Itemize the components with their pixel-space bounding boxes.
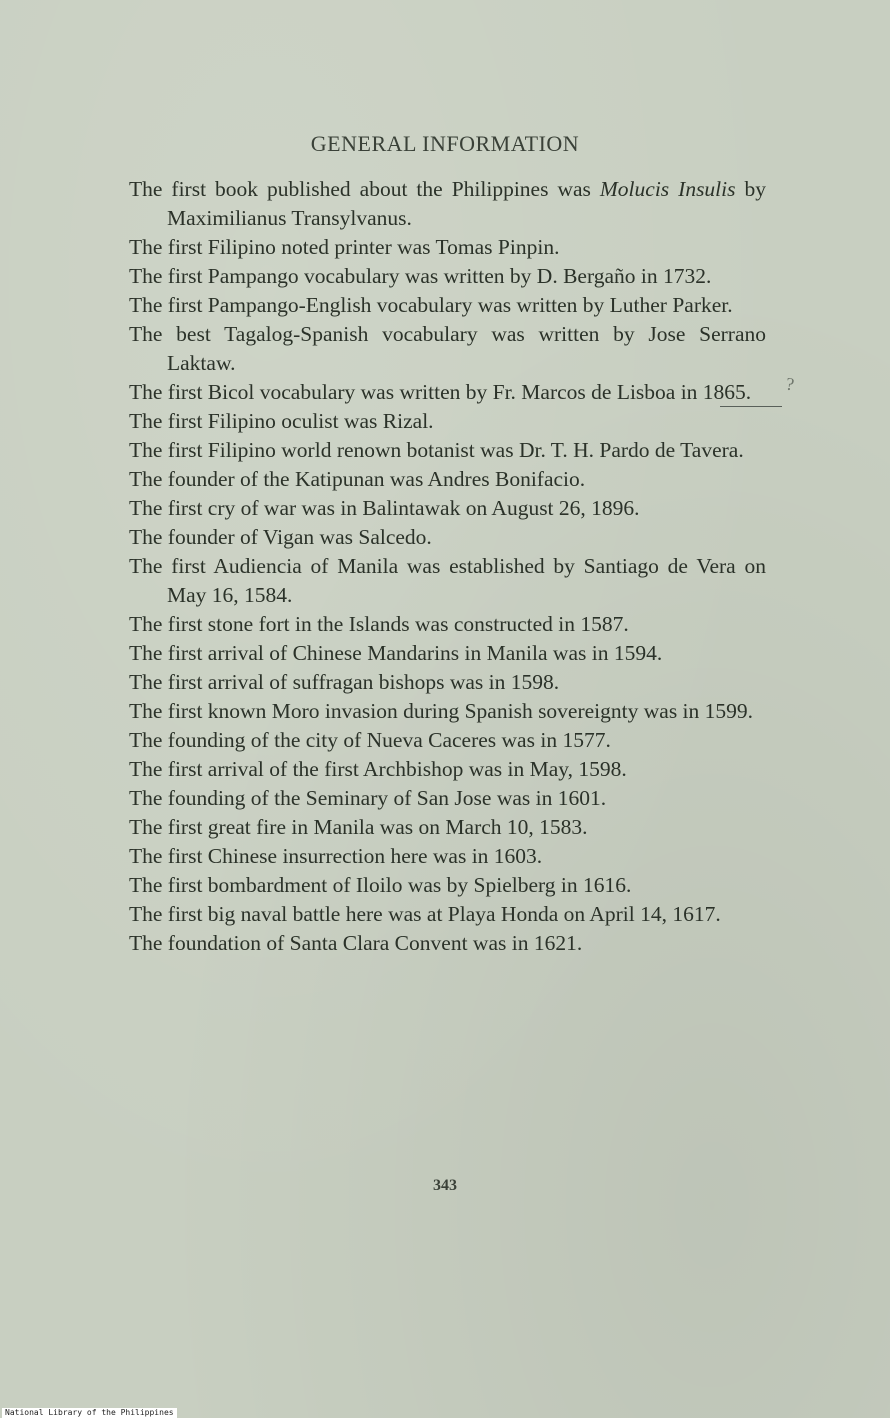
fact-entry bbox=[129, 726, 766, 755]
handwritten-underline bbox=[720, 406, 782, 407]
fact-text: The first Filipino oculist was Rizal. bbox=[129, 409, 434, 433]
fact-entry bbox=[129, 871, 766, 900]
fact-text: The first arrival of the first Archbishop was in May, 1598. bbox=[129, 757, 627, 781]
fact-text: The first Pampango vocabulary was written by D. Bergaño in 1732. bbox=[129, 264, 712, 288]
fact-entry bbox=[129, 929, 766, 958]
fact-book-title: Molucis Insulis bbox=[599, 177, 736, 201]
fact-text: The founder of the Katipunan was Andres Bonifacio. bbox=[129, 467, 586, 491]
fact-text: The first Filipino world renown botanist was Dr. T. H. Pardo de Tavera. bbox=[129, 438, 744, 462]
fact-entry bbox=[129, 436, 766, 465]
fact-text: The first Chinese insurrection here was in 1603. bbox=[129, 844, 543, 868]
fact-text: The foundation of Santa Clara Convent was in 1621. bbox=[129, 931, 583, 955]
fact-entry bbox=[129, 755, 766, 784]
fact-text: The first arrival of Chinese Mandarins in Manila was in 1594. bbox=[129, 641, 663, 665]
fact-entry bbox=[129, 697, 766, 726]
fact-entry bbox=[129, 291, 766, 320]
fact-text: The first Bicol vocabulary was written by Fr. Marcos de Lisboa in 1865. bbox=[129, 380, 752, 404]
fact-entry bbox=[129, 639, 766, 668]
page-heading: GENERAL INFORMATION bbox=[310, 131, 580, 156]
fact-entry bbox=[129, 523, 766, 552]
fact-entry bbox=[129, 813, 766, 842]
fact-text: The first arrival of suffragan bishops was in 1598. bbox=[129, 670, 560, 694]
facts-list bbox=[129, 175, 766, 958]
fact-text: The first cry of war was in Balintawak on August 26, 1896. bbox=[129, 496, 640, 520]
fact-entry bbox=[129, 465, 766, 494]
fact-entry bbox=[129, 494, 766, 523]
fact-entry bbox=[129, 233, 766, 262]
fact-entry bbox=[129, 320, 766, 378]
fact-text: The first book published about the Philippines was bbox=[129, 177, 600, 201]
fact-entry bbox=[129, 668, 766, 697]
fact-text: The best Tagalog-Spanish vocabulary was written by Jose Serrano Laktaw. bbox=[129, 322, 766, 375]
fact-text: The first Filipino noted printer was Tomas Pinpin. bbox=[129, 235, 560, 259]
fact-text: The founding of the Seminary of San Jose was in 1601. bbox=[129, 786, 607, 810]
fact-text: The founder of Vigan was Salcedo. bbox=[129, 525, 432, 549]
page-number: 343 bbox=[433, 1177, 457, 1194]
fact-text: The first big naval battle here was at Playa Honda on April 14, 1617. bbox=[129, 902, 721, 926]
fact-entry bbox=[129, 552, 766, 610]
fact-entry bbox=[129, 407, 766, 436]
fact-entry bbox=[129, 784, 766, 813]
fact-entry bbox=[129, 262, 766, 291]
fact-text: The first great fire in Manila was on March 10, 1583. bbox=[129, 815, 588, 839]
fact-entry bbox=[129, 842, 766, 871]
fact-entry bbox=[129, 900, 766, 929]
fact-entry bbox=[129, 378, 766, 407]
fact-entry bbox=[129, 610, 766, 639]
library-credit: National Library of the Philippines bbox=[2, 1408, 177, 1418]
fact-text: The first stone fort in the Islands was constructed in 1587. bbox=[129, 612, 629, 636]
fact-entry bbox=[129, 175, 766, 233]
fact-text: The first Pampango-English vocabulary was written by Luther Parker. bbox=[129, 293, 733, 317]
fact-text: The founding of the city of Nueva Caceres was in 1577. bbox=[129, 728, 611, 752]
handwritten-question-mark: ? bbox=[784, 373, 796, 395]
fact-text: The first Audiencia of Manila was established by Santiago de Vera on May 16, 1584. bbox=[129, 554, 766, 607]
fact-text: The first bombardment of Iloilo was by Spielberg in 1616. bbox=[129, 873, 632, 897]
fact-text: The first known Moro invasion during Spanish sovereignty was in 1599. bbox=[129, 699, 754, 723]
fact-text-end: by Maximilianus Transylvanus. bbox=[167, 177, 766, 230]
